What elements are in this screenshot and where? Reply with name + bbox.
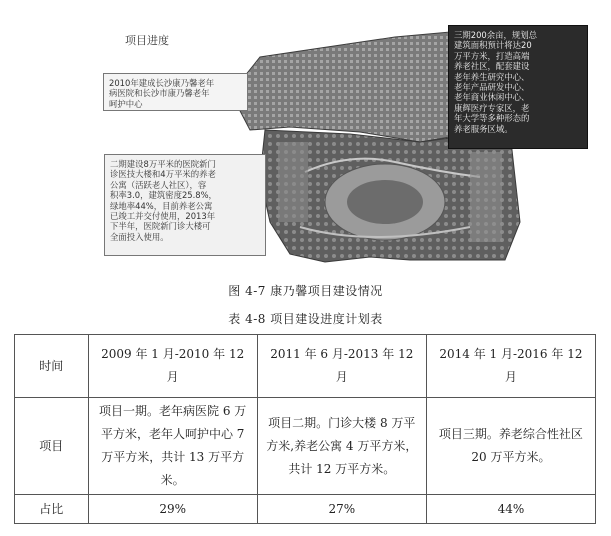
- table-cell: 29%: [88, 495, 257, 524]
- table-cell: 项目二期。门诊大楼 8 万平方米,养老公寓 4 万平方米，共计 12 万平方米。: [257, 398, 426, 495]
- row-header-ratio: 占比: [15, 495, 89, 524]
- callout-phase-3: 三期200余亩，规划总 建筑面积预计将达20 万平方米，打造高端 养老社区，配套建设 老年养生研究中心、 老年产品研发中心、 老年商业休闲中心、 康辉医疗专家区，老 年大学等多种形态的 养老服务区域。: [448, 25, 588, 149]
- table-row: [15, 398, 596, 495]
- callout-phase-2: 二期建设8万平米的医院新门 诊医技大楼和4万平米的养老 公寓（活跃老人社区），容 积率3.0，建筑密度25.8%， 绿地率44%，目前养老公寓 已竣工并交付使用，2013年 下半年，医院新门诊大楼可 全面投入使用。: [104, 154, 266, 256]
- table-row: [15, 495, 596, 524]
- table-row: [15, 335, 596, 398]
- row-header-project: 项目: [15, 398, 89, 495]
- table-cell: 27%: [257, 495, 426, 524]
- table-cell: 项目一期。老年病医院 6 万平方米，老年人呵护中心 7 万平方米，共计 13 万平方米。: [88, 398, 257, 495]
- figure-caption: 图 4-7 康乃馨项目建设情况: [228, 284, 383, 298]
- table-caption: 表 4-8 项目建设进度计划表: [228, 312, 383, 326]
- figure-label: 项目进度: [125, 34, 169, 47]
- table-cell: 2009 年 1 月-2010 年 12 月: [88, 335, 257, 398]
- table-cell: 2011 年 6 月-2013 年 12 月: [257, 335, 426, 398]
- table-cell: 44%: [426, 495, 595, 524]
- project-figure: [50, 12, 570, 274]
- row-header-time: 时间: [15, 335, 89, 398]
- progress-table: [14, 334, 596, 524]
- table-cell: 项目三期。养老综合性社区 20 万平方米。: [426, 398, 595, 495]
- callout-phase-1: 2010年建成长沙康乃馨老年 病医院和长沙市康乃馨老年 呵护中心: [103, 73, 248, 111]
- table-cell: 2014 年 1 月-2016 年 12 月: [426, 335, 595, 398]
